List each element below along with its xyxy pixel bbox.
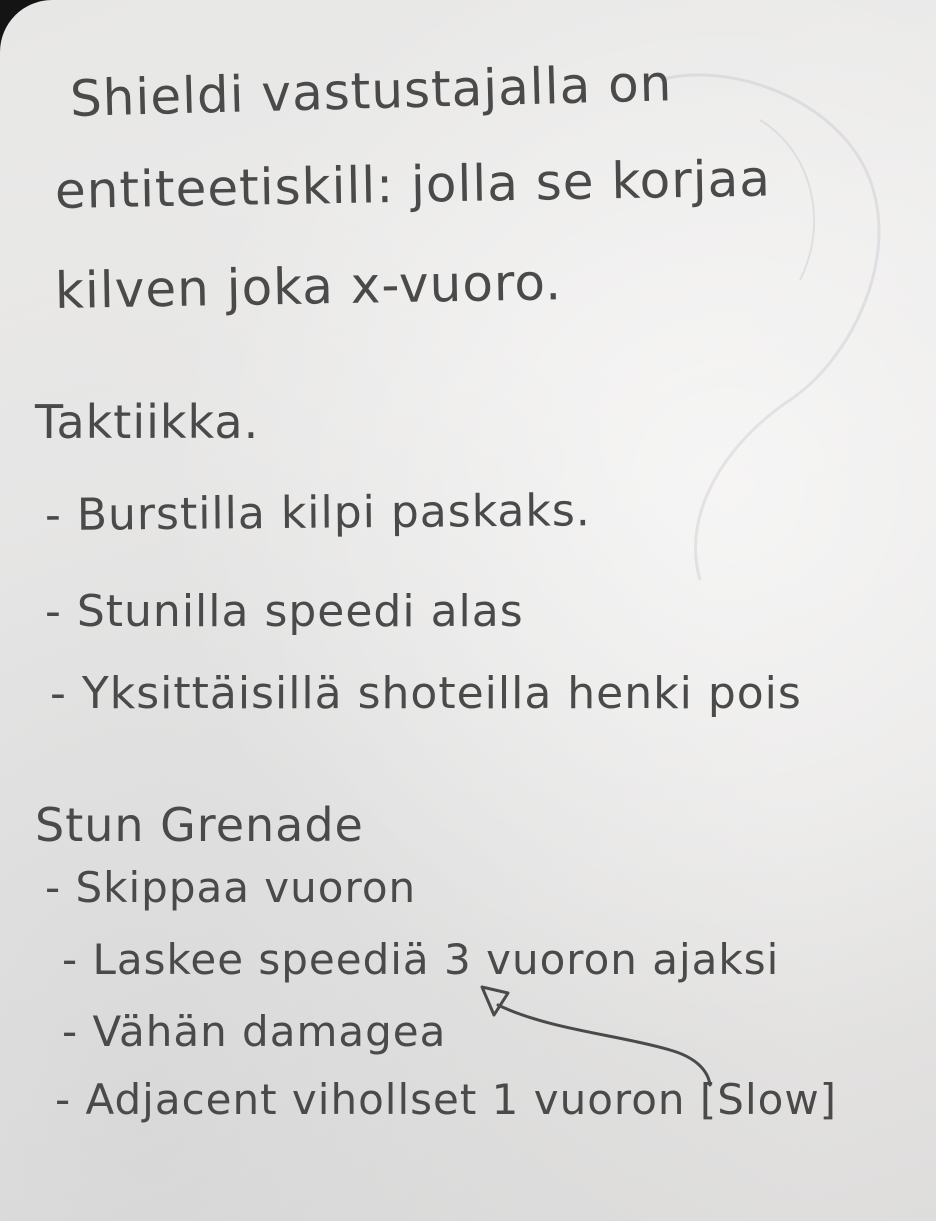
stun-item-skip-turn: - Skippaa vuoron [45, 863, 417, 912]
stun-item-lower-speed: - Laskee speediä 3 vuoron ajaksi [62, 935, 780, 984]
tactics-item-single-shots: - Yksittäisillä shoteilla henki pois [50, 668, 802, 719]
note-line-3: kilven joka x-vuoro. [54, 253, 563, 320]
note-line-1: Shieldi vastustajalla on [69, 54, 674, 128]
tactics-heading: Taktiikka. [35, 395, 260, 449]
stun-grenade-heading: Stun Grenade [35, 798, 364, 852]
arrow-icon [470, 975, 730, 1095]
stun-item-adjacent-slow: - Adjacent vihollset 1 vuoron [Slow] [55, 1075, 838, 1124]
tactics-item-stun: - Stunilla speedi alas [45, 586, 524, 637]
tactics-item-burst: - Burstilla kilpi paskaks. [44, 485, 591, 541]
bleed-through-sketch [640, 60, 936, 600]
note-line-2: entiteetiskill: jolla se korjaa [54, 149, 772, 220]
stun-item-damage: - Vähän damagea [62, 1007, 447, 1056]
